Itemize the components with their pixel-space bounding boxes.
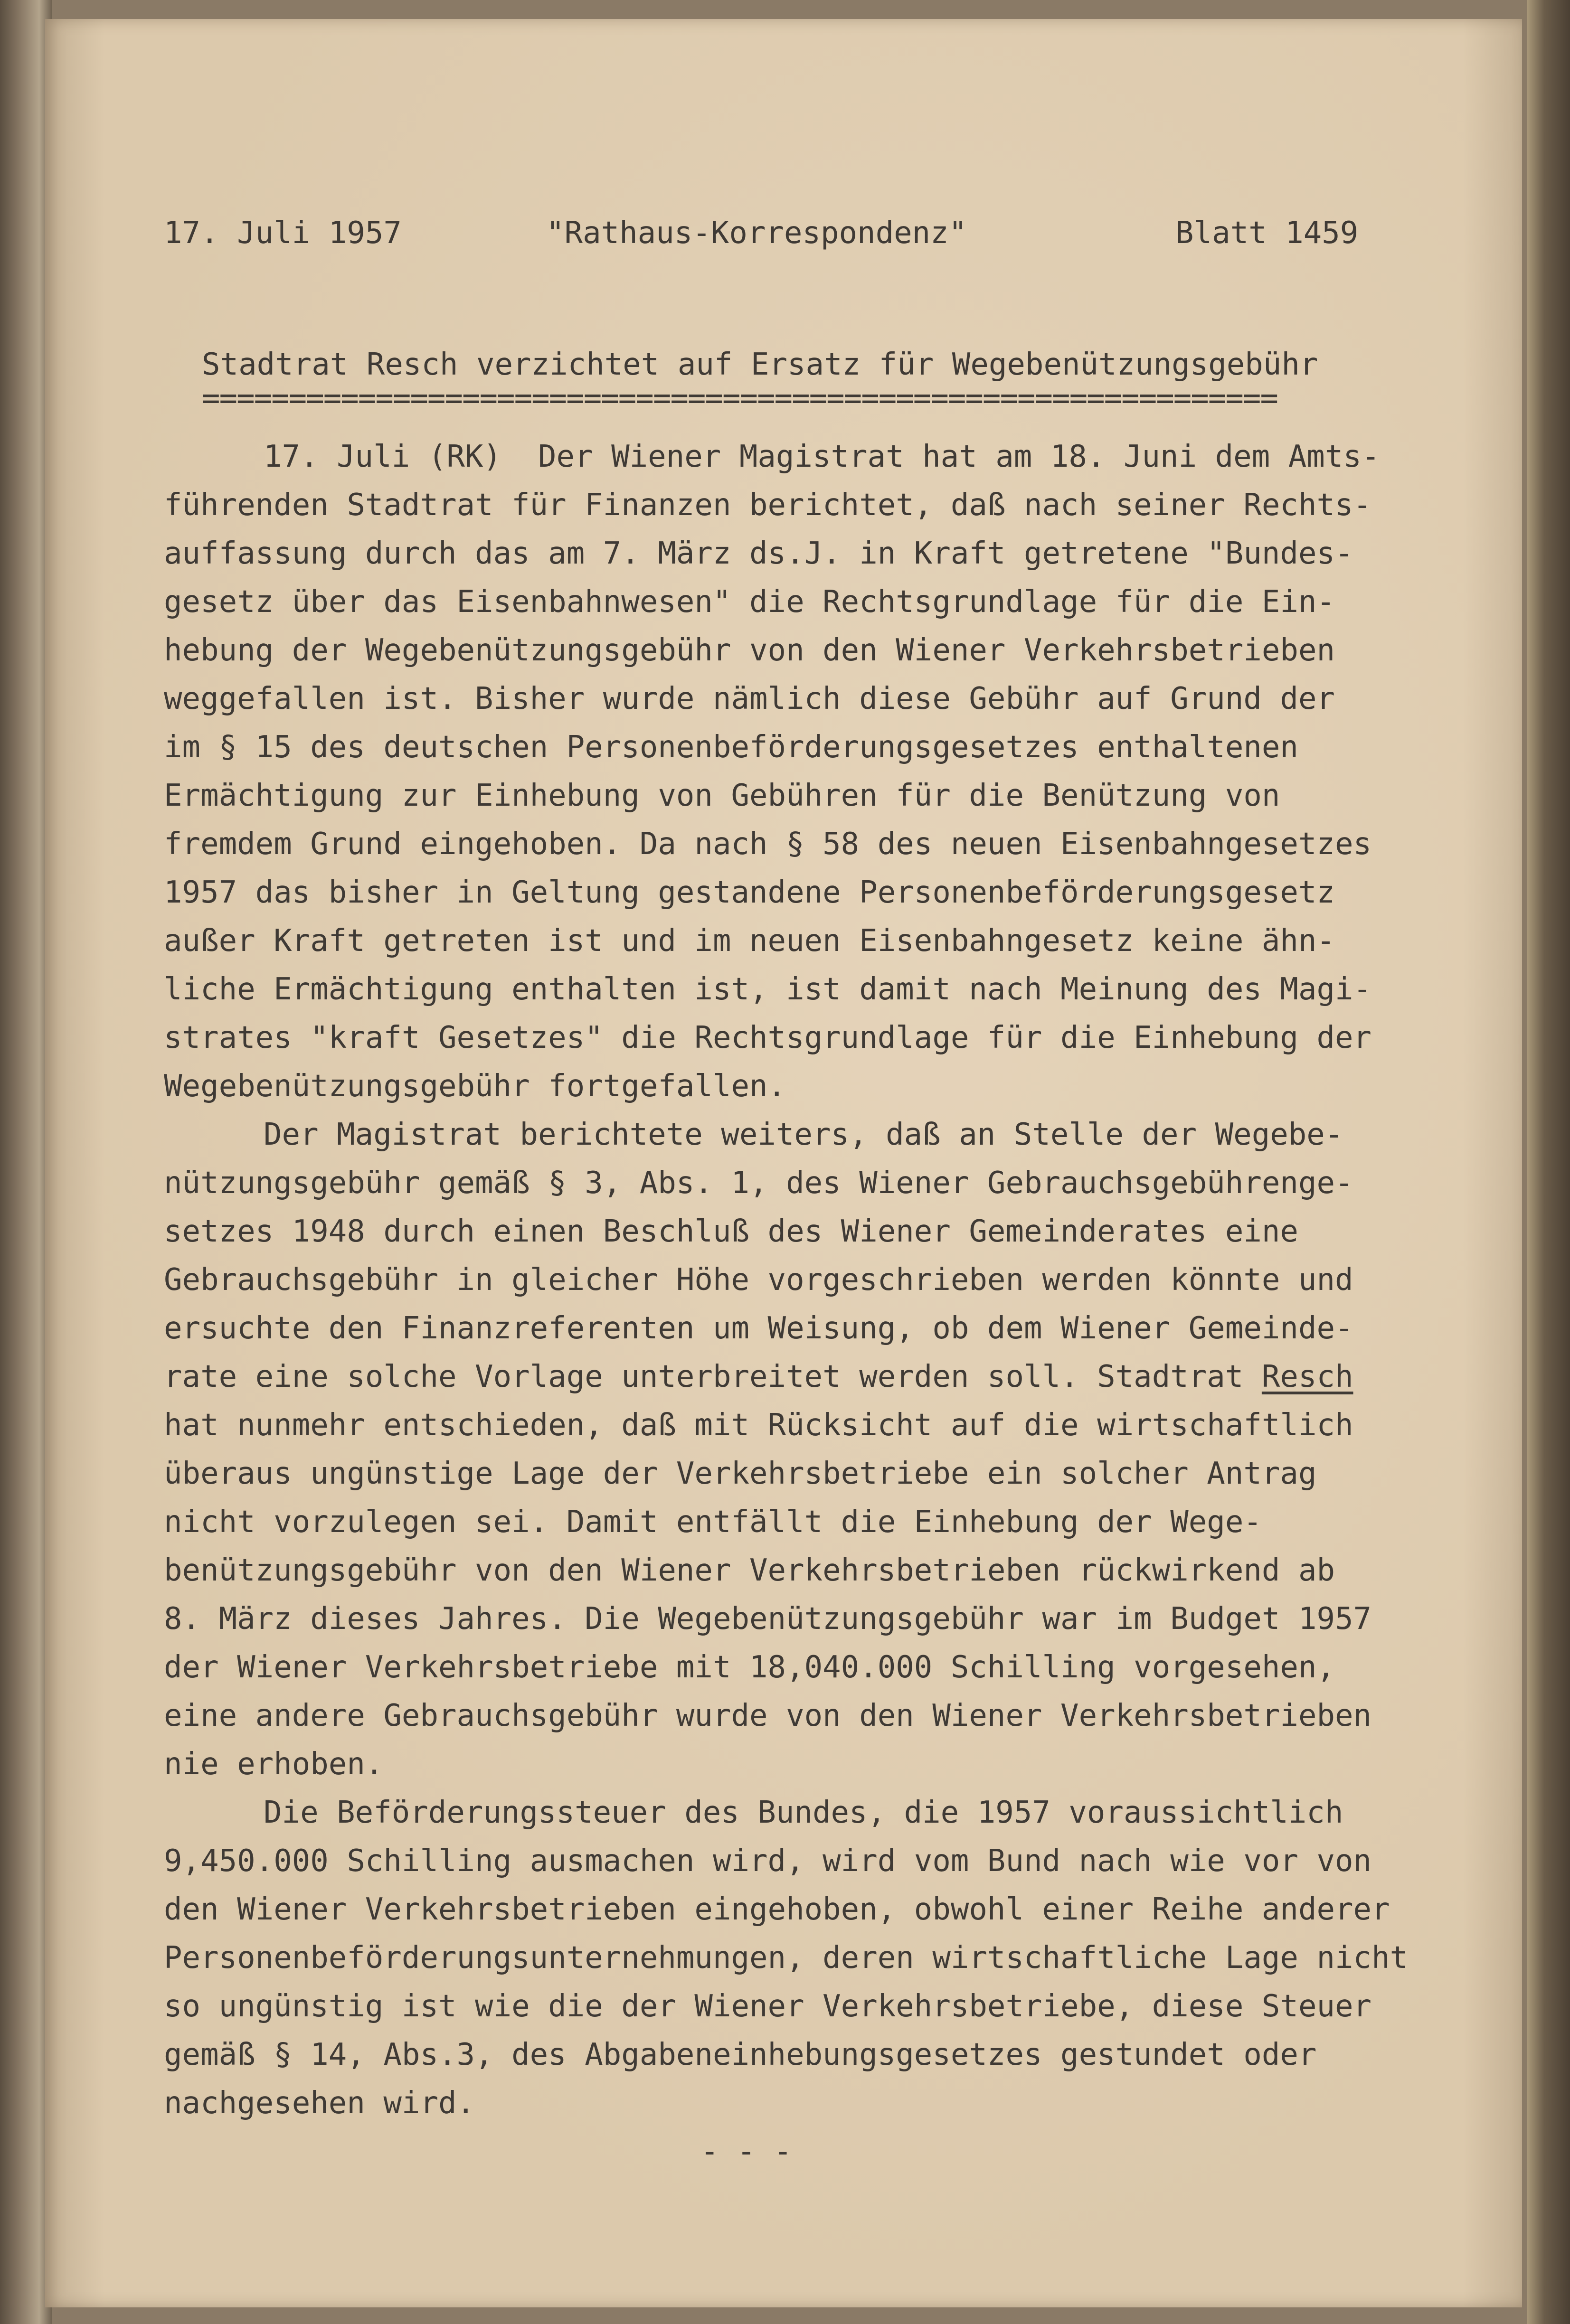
text-line: hat nunmehr entschieden, daß mit Rücksicht auf die wirtschaftlich (164, 1408, 1353, 1443)
header-date: 17. Juli 1957 (164, 216, 402, 251)
text-line: überaus ungünstige Lage der Verkehrsbetriebe ein solcher Antrag (164, 1456, 1317, 1491)
text-line: gesetz über das Eisenbahnwesen" die Rechtsgrundlage für die Ein- (164, 584, 1335, 620)
text-line: weggefallen ist. Bisher wurde nämlich diese Gebühr auf Grund der (164, 681, 1335, 716)
text-line: 8. März dieses Jahres. Die Wegebenützungsgebühr war im Budget 1957 (164, 1601, 1372, 1637)
text-line-start: rate eine solche Vorlage unterbreitet werden soll. Stadtrat (164, 1359, 1262, 1394)
text-line: ersuchte den Finanzreferenten um Weisung, ob dem Wiener Gemeinde- (164, 1311, 1353, 1346)
text-line: nachgesehen wird. (164, 2086, 475, 2121)
book-binding-edge (0, 0, 52, 2324)
text-line: fremdem Grund eingehoben. Da nach § 58 des neuen Eisenbahngesetzes (164, 827, 1372, 862)
text-line: setzes 1948 durch einen Beschluß des Wiener Gemeinderates eine (164, 1214, 1298, 1249)
text-line: führenden Stadtrat für Finanzen berichtet, daß nach seiner Rechts- (164, 488, 1372, 523)
paragraph-1 (164, 433, 1508, 1110)
text-line: 1957 das bisher in Geltung gestandene Personenbeförderungsgesetz (164, 875, 1335, 910)
text-line: nicht vorzulegen sei. Damit entfällt die Einhebung der Wege- (164, 1505, 1262, 1540)
text-line: eine andere Gebrauchsgebühr wurde von den Wiener Verkehrsbetrieben (164, 1698, 1372, 1733)
paragraph-2 (164, 1110, 1508, 1788)
closing-dashes: - - - (700, 2134, 792, 2169)
text-line: Die Beförderungssteuer des Bundes, die 1957 voraussichtlich (264, 1795, 1343, 1830)
page-right-edge (1527, 0, 1570, 2324)
text-line: der Wiener Verkehrsbetriebe mit 18,040.000 Schilling vorgesehen, (164, 1650, 1335, 1685)
typed-text-body (164, 209, 1508, 2176)
text-line: Gebrauchsgebühr in gleicher Höhe vorgeschrieben werden könnte und (164, 1262, 1353, 1298)
header-sheet-number: Blatt 1459 (1175, 216, 1359, 251)
text-line: im § 15 des deutschen Personenbeförderungsgesetzes enthaltenen (164, 730, 1298, 765)
text-line: so ungünstig ist wie die der Wiener Verkehrsbetriebe, diese Steuer (164, 1989, 1372, 2024)
document-page (45, 19, 1522, 2307)
text-line: 9,450.000 Schilling ausmachen wird, wird vom Bund nach wie vor von (164, 1844, 1372, 1879)
text-line: auffassung durch das am 7. März ds.J. in Kraft getretene "Bundes- (164, 536, 1353, 571)
underlined-name-resch: Resch (1261, 1359, 1353, 1394)
text-line: gemäß § 14, Abs.3, des Abgabeneinhebungsgesetzes gestundet oder (164, 2037, 1317, 2072)
text-line: Ermächtigung zur Einhebung von Gebühren für die Benützung von (164, 778, 1280, 813)
text-line: hebung der Wegebenützungsgebühr von den Wiener Verkehrsbetrieben (164, 633, 1335, 668)
text-line: nützungsgebühr gemäß § 3, Abs. 1, des Wiener Gebrauchsgebührenge- (164, 1166, 1353, 1201)
text-line: strates "kraft Gesetzes" die Rechtsgrundlage für die Einhebung der (164, 1020, 1372, 1055)
text-line: benützungsgebühr von den Wiener Verkehrsbetrieben rückwirkend ab (164, 1553, 1335, 1588)
header-publication: "Rathaus-Korrespondenz" (546, 216, 967, 251)
text-line: 17. Juli (RK) Der Wiener Magistrat hat am 18. Juni dem Amts- (264, 439, 1380, 474)
paragraph-3 (164, 1788, 1508, 2127)
text-line: Der Magistrat berichtete weiters, daß an Stelle der Wegebe- (264, 1117, 1343, 1152)
page-header (164, 209, 1508, 257)
text-line: liche Ermächtigung enthalten ist, ist damit nach Meinung des Magi- (164, 972, 1372, 1007)
title-double-rule: ============================================================== (202, 389, 1277, 408)
text-line: Personenbeförderungsunternehmungen, deren wirtschaftliche Lage nicht (164, 1940, 1409, 1976)
article-title: Stadtrat Resch verzichtet auf Ersatz für Wegebenützungsgebühr (202, 347, 1318, 382)
text-line-with-name (164, 1353, 1508, 1401)
text-line: nie erhoben. (164, 1747, 384, 1782)
text-line: außer Kraft getreten ist und im neuen Eisenbahngesetz keine ähn- (164, 923, 1335, 959)
text-line: den Wiener Verkehrsbetrieben eingehoben, obwohl einer Reihe anderer (164, 1892, 1390, 1927)
text-line: Wegebenützungsgebühr fortgefallen. (164, 1069, 786, 1104)
